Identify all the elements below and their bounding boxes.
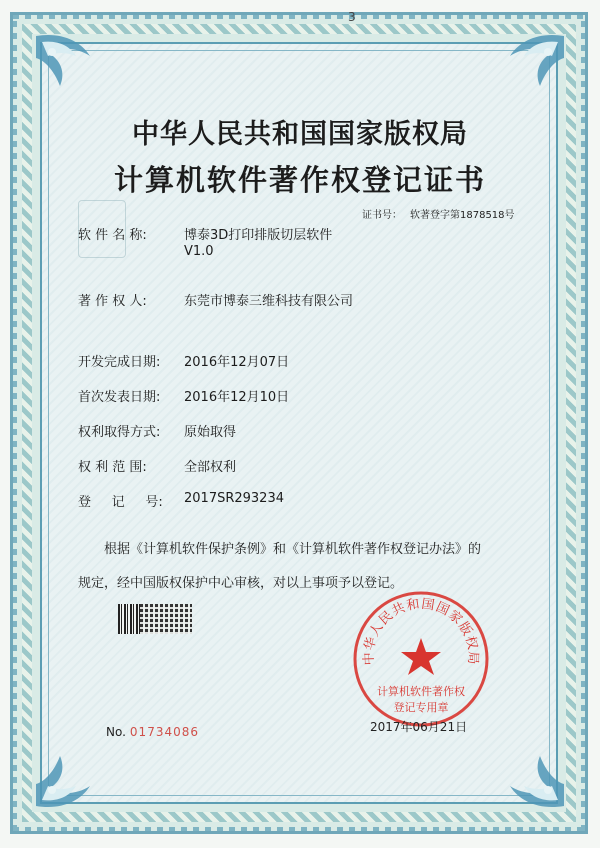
corner-ornament-icon bbox=[30, 748, 108, 812]
body-text-line-1: 根据《计算机软件保护条例》和《计算机软件著作权登记办法》的 bbox=[104, 542, 482, 557]
field-software-version bbox=[184, 244, 214, 259]
field-value: V1.0 bbox=[184, 244, 214, 259]
field-label: 软 件 名 称: bbox=[78, 228, 147, 243]
field-value: 2016年12月10日 bbox=[184, 390, 290, 405]
certificate-number bbox=[362, 206, 515, 221]
field-label: 登 记 号: bbox=[78, 495, 163, 510]
field-value: 2017SR293234 bbox=[184, 491, 284, 506]
serial-value: 01734086 bbox=[129, 725, 199, 739]
certificate-number-label: 证书号： bbox=[362, 210, 402, 221]
field-label: 首次发表日期: bbox=[78, 390, 161, 405]
corner-ornament-icon bbox=[492, 30, 570, 94]
field-value: 博泰3D打印排版切层软件 bbox=[184, 228, 333, 243]
certificate-number-value: 软著登字第1878518号 bbox=[410, 210, 515, 221]
field-owner bbox=[78, 290, 353, 309]
field-pub-date bbox=[78, 386, 289, 405]
field-label: 权 利 范 围: bbox=[78, 460, 147, 475]
seal-star-icon bbox=[401, 638, 441, 675]
field-value: 原始取得 bbox=[184, 425, 237, 440]
seal-line-2: 登记专用章 bbox=[393, 701, 449, 714]
field-value: 2016年12月07日 bbox=[184, 355, 290, 370]
field-scope bbox=[78, 456, 236, 475]
field-label: 著 作 权 人: bbox=[78, 294, 147, 309]
serial-number bbox=[106, 725, 199, 739]
hand-mark: 3 bbox=[348, 10, 356, 24]
agency-title: 中华人民共和国国家版权局 bbox=[132, 119, 468, 150]
field-acquire bbox=[78, 421, 236, 440]
corner-ornament-icon bbox=[30, 30, 108, 94]
field-value: 全部权利 bbox=[184, 460, 237, 475]
field-label: 权利取得方式: bbox=[78, 425, 161, 440]
field-dev-date bbox=[78, 351, 289, 370]
corner-ornament-icon bbox=[492, 748, 570, 812]
barcode-block bbox=[140, 604, 192, 634]
seal-ring-text: 中华人民共和国国家版权局 bbox=[361, 596, 481, 666]
field-label: 开发完成日期: bbox=[78, 355, 161, 370]
field-value: 东莞市博泰三维科技有限公司 bbox=[184, 294, 354, 309]
certificate-title: 计算机软件著作权登记证书 bbox=[113, 163, 486, 197]
serial-label: No. bbox=[106, 725, 126, 739]
field-reg-no bbox=[78, 491, 284, 510]
field-software-name bbox=[78, 224, 332, 243]
seal-line-1: 计算机软件著作权 bbox=[377, 685, 465, 698]
body-text-line-2: 规定，经中国版权保护中心审核，对以上事项予以登记。 bbox=[78, 576, 404, 591]
issue-date: 2017年06月21日 bbox=[370, 720, 468, 734]
